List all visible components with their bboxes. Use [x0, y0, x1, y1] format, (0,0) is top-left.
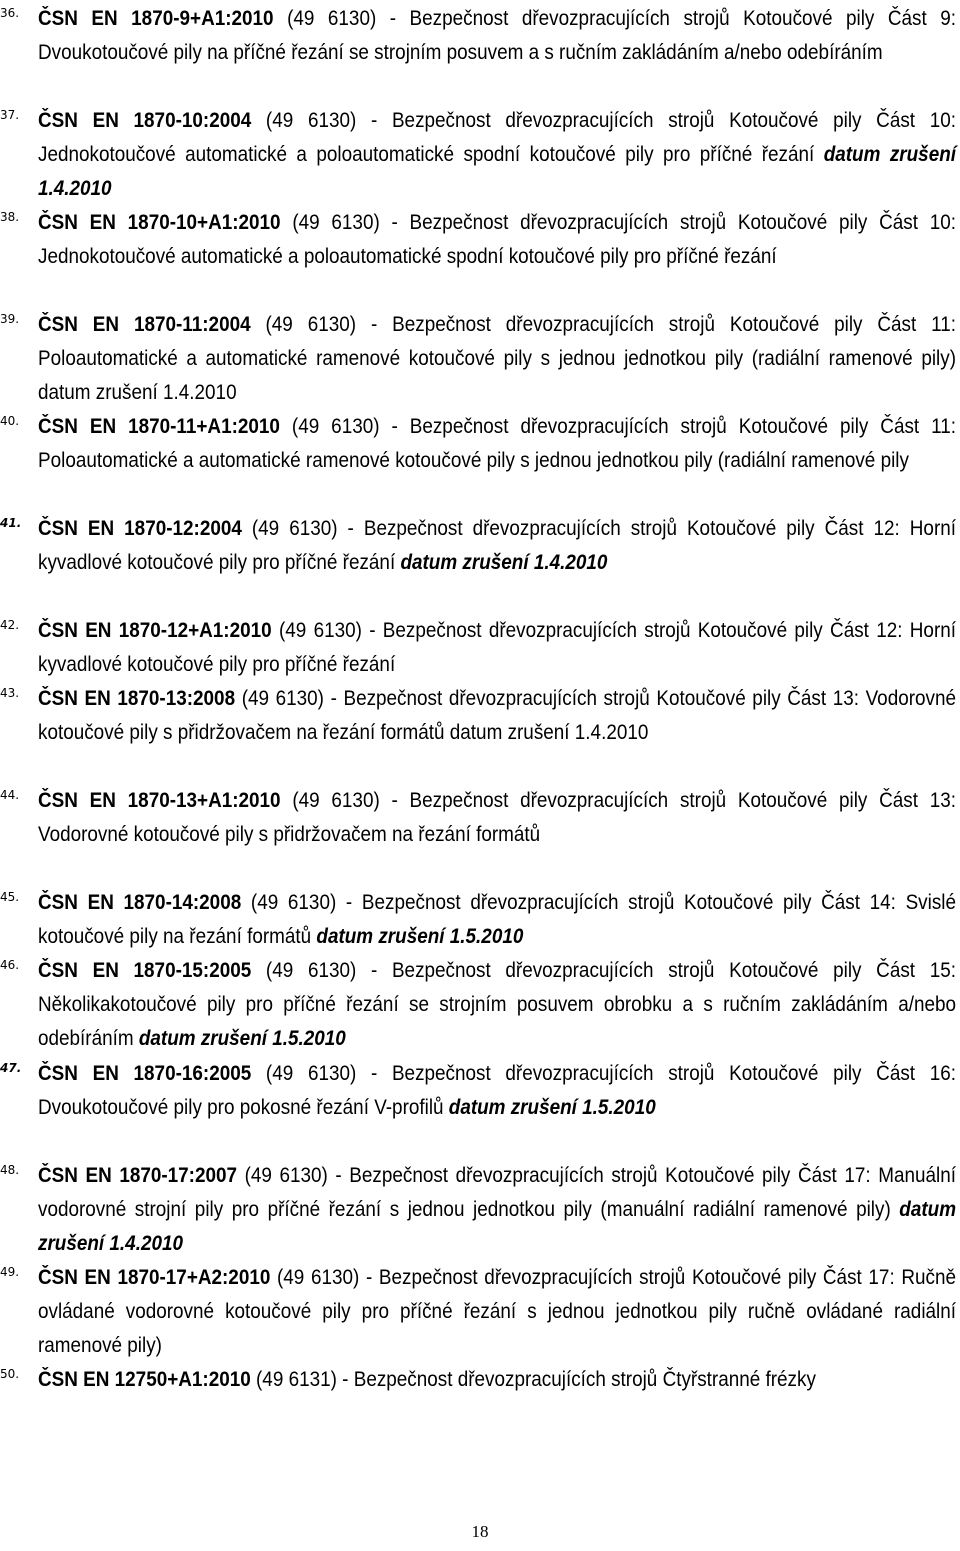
- standard-title: (49 6130) - Bezpečnost dřevozpracujících strojů Kotoučové pily Část 10: Jednokotoučové automatické a poloautomatické spodní kotoučové pily pro příčné řezání: [38, 109, 956, 166]
- standard-code: ČSN EN 1870-12+A1:2010: [38, 619, 272, 642]
- item-text: [38, 682, 956, 750]
- standard-code: ČSN EN 1870-11:2004: [38, 313, 251, 336]
- standard-code: ČSN EN 1870-16:2005: [38, 1062, 252, 1085]
- standard-title: (49 6130) - Bezpečnost dřevozpracujících strojů Kotoučové pily Část 9: Dvoukotoučové pily na příčné řezání se strojním posuvem a s ručním zakládáním a/nebo odebíráním: [38, 7, 956, 64]
- item-number: 39.: [0, 312, 20, 326]
- standard-code: ČSN EN 1870-14:2008: [38, 891, 242, 914]
- item-number: 44.: [0, 788, 20, 802]
- item-text: [38, 206, 956, 274]
- item-number: 37.: [0, 108, 20, 122]
- item-text: [38, 1159, 956, 1261]
- item-text: [38, 2, 956, 70]
- standard-title: (49 6130) - Bezpečnost dřevozpracujících strojů Kotoučové pily Část 17: Manuální vodorovné strojní pily pro příčné řezání s jednou jednotkou pily (manuální radiální ramenové pily): [38, 1164, 956, 1221]
- cancellation-date: datum zrušení 1.5.2010: [448, 1096, 656, 1119]
- standard-code: ČSN EN 1870-11+A1:2010: [38, 415, 280, 438]
- standard-title: (49 6131) - Bezpečnost dřevozpracujících strojů Čtyřstranné frézky: [250, 1368, 816, 1391]
- standard-title: (49 6130) - Bezpečnost dřevozpracujících strojů Kotoučové pily Část 12: Horní kyvadlové kotoučové pily pro příčné řezání: [38, 619, 956, 676]
- item-text: [38, 1057, 956, 1125]
- standard-title: (49 6130) - Bezpečnost dřevozpracujících strojů Kotoučové pily Část 13: Vodorovné kotoučové pily s přidržovačem na řezání formátů: [38, 789, 956, 846]
- item-number: 42.: [0, 618, 20, 632]
- item-text: [38, 1363, 956, 1397]
- item-number: 38.: [0, 210, 20, 224]
- item-text: [38, 614, 956, 682]
- item-text: [38, 104, 956, 206]
- standard-code: ČSN EN 1870-13:2008: [38, 687, 236, 710]
- standard-title: (49 6130) - Bezpečnost dřevozpracujících strojů Kotoučové pily Část 11: Poloautomatické a automatické ramenové kotoučové pily s jednou jednotkou pily (radiální ramenové pily: [38, 415, 956, 472]
- cancellation-date: datum zrušení 1.4.2010: [38, 143, 957, 200]
- item-text: [38, 410, 956, 478]
- item-number: 48.: [0, 1163, 20, 1177]
- cancellation-date: datum zrušení 1.5.2010: [138, 1027, 346, 1050]
- standard-code: ČSN EN 12750+A1:2010: [38, 1368, 251, 1391]
- item-number: 41.: [0, 516, 22, 530]
- item-text: [38, 784, 956, 852]
- item-number: 43.: [0, 686, 20, 700]
- standard-title: (49 6130) - Bezpečnost dřevozpracujících strojů Kotoučové pily Část 15: Několikakotoučové pily pro příčné řezání se strojním posuvem obrobku a s ručním zakládáním a/nebo odebíráním: [38, 959, 956, 1050]
- standard-code: ČSN EN 1870-10+A1:2010: [38, 211, 281, 234]
- standard-code: ČSN EN 1870-17+A2:2010: [38, 1266, 271, 1289]
- standard-code: ČSN EN 1870-15:2005: [38, 959, 252, 982]
- standard-title: (49 6130) - Bezpečnost dřevozpracujících strojů Kotoučové pily Část 16: Dvoukotoučové pily pro pokosné řezání V-profilů: [38, 1062, 956, 1119]
- item-number: 50.: [0, 1367, 20, 1381]
- standard-code: ČSN EN 1870-10:2004: [38, 109, 252, 132]
- item-number: 40.: [0, 414, 20, 428]
- standard-code: ČSN EN 1870-17:2007: [38, 1164, 238, 1187]
- item-number: 45.: [0, 890, 20, 904]
- cancellation-date: datum zrušení 1.4.2010: [38, 1198, 956, 1255]
- item-text: [38, 1261, 956, 1363]
- standard-title: (49 6130) - Bezpečnost dřevozpracujících strojů Kotoučové pily Část 11: Poloautomatické a automatické ramenové kotoučové pily s jednou jednotkou pily (radiální ramenové pily) datum zrušení 1.4.2010: [38, 313, 956, 404]
- standard-code: ČSN EN 1870-12:2004: [38, 517, 242, 540]
- standard-code: ČSN EN 1870-13+A1:2010: [38, 789, 281, 812]
- item-text: [38, 512, 956, 580]
- item-text: [38, 886, 956, 954]
- standard-title: (49 6130) - Bezpečnost dřevozpracujících strojů Kotoučové pily Část 12: Horní kyvadlové kotoučové pily pro příčné řezání: [38, 517, 956, 574]
- page-number: 18: [471, 1522, 489, 1541]
- item-text: [38, 308, 956, 410]
- item-number: 49.: [0, 1265, 20, 1279]
- item-number: 46.: [0, 958, 20, 972]
- cancellation-date: datum zrušení 1.4.2010: [400, 551, 608, 574]
- standard-title: (49 6130) - Bezpečnost dřevozpracujících strojů Kotoučové pily Část 10: Jednokotoučové automatické a poloautomatické spodní kotoučové pily pro příčné řezání: [38, 211, 956, 268]
- standard-code: ČSN EN 1870-9+A1:2010: [38, 7, 274, 30]
- item-text: [38, 954, 956, 1056]
- standard-title: (49 6130) - Bezpečnost dřevozpracujících strojů Kotoučové pily Část 17: Ručně ovládané vodorovné kotoučové pily pro příčné řezání s jednou jednotkou pily ručně ovládané radiální ramenové pily): [38, 1266, 956, 1357]
- standard-title: (49 6130) - Bezpečnost dřevozpracujících strojů Kotoučové pily Část 14: Svislé kotoučové pily na řezání formátů: [38, 891, 956, 948]
- item-number: 36.: [0, 6, 20, 20]
- cancellation-date: datum zrušení 1.5.2010: [316, 925, 524, 948]
- item-number: 47.: [0, 1061, 22, 1075]
- standard-title: (49 6130) - Bezpečnost dřevozpracujících strojů Kotoučové pily Část 13: Vodorovné kotoučové pily s přidržovačem na řezání formátů datum zrušení 1.4.2010: [38, 687, 956, 744]
